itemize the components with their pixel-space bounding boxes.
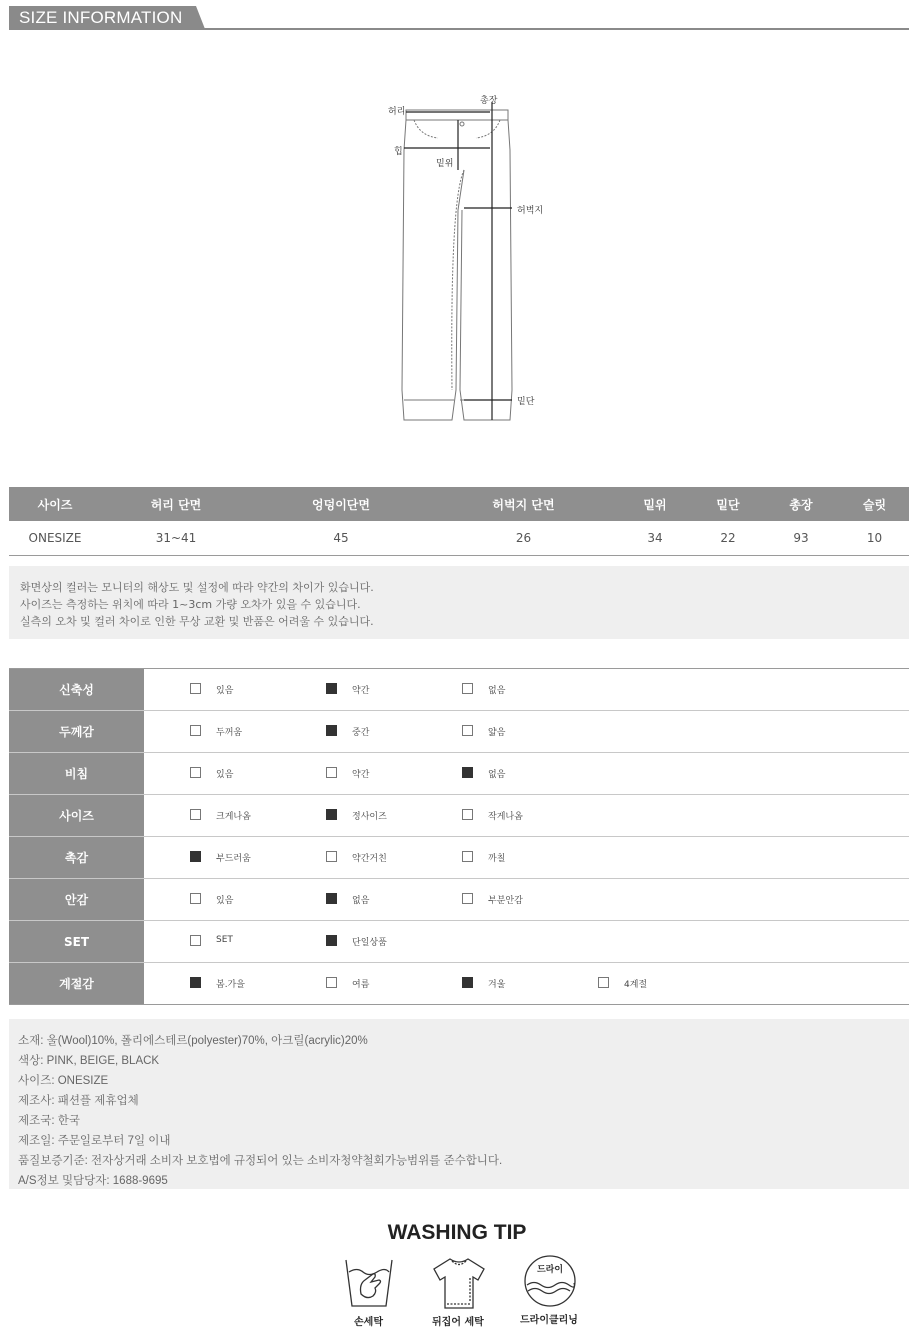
table-cell: 10 bbox=[840, 521, 909, 556]
table-cell: ONESIZE bbox=[9, 521, 101, 556]
washing-tip-title: WASHING TIP bbox=[387, 1221, 527, 1244]
checkbox-checked bbox=[326, 893, 337, 904]
checkbox bbox=[190, 809, 201, 820]
column-header: 밑단 bbox=[694, 487, 762, 521]
attribute-name: SET bbox=[9, 921, 144, 962]
wash-label: 드라이클리닝 bbox=[520, 1315, 578, 1326]
table-cell: 22 bbox=[694, 521, 762, 556]
option-label: 두꺼움 bbox=[216, 728, 243, 738]
table-cell: 93 bbox=[762, 521, 840, 556]
checkbox bbox=[462, 851, 473, 862]
checkbox bbox=[190, 935, 201, 946]
dry-badge: 드라이 bbox=[536, 1265, 564, 1275]
checkbox bbox=[190, 725, 201, 736]
attribute-name: 촉감 bbox=[9, 837, 144, 878]
attribute-name: 두께감 bbox=[9, 711, 144, 752]
checkbox-checked bbox=[326, 935, 337, 946]
section-header bbox=[9, 6, 909, 30]
length-label: 총장 bbox=[480, 96, 498, 106]
option-label: 약간 bbox=[352, 770, 370, 780]
notice-box bbox=[9, 566, 909, 639]
checkbox bbox=[190, 683, 201, 694]
spec-line: 소재: 울(Wool)10%, 폴리에스테르(polyester)70%, 아크릴(acrylic)20% bbox=[18, 1035, 368, 1047]
section-title: SIZE INFORMATION bbox=[19, 8, 183, 27]
option-label: 단일상품 bbox=[352, 938, 387, 948]
attribute-name: 사이즈 bbox=[9, 795, 144, 836]
column-header: 허벅지 단면 bbox=[431, 487, 616, 521]
attribute-table bbox=[9, 668, 909, 1005]
spec-line: 품질보증기준: 전자상거래 소비자 보호법에 규정되어 있는 소비자청약철회가능범위를 준수합니다. bbox=[18, 1155, 503, 1167]
table-cell: 26 bbox=[431, 521, 616, 556]
option-label: 작게나옴 bbox=[488, 812, 523, 822]
option-label: 있음 bbox=[216, 770, 234, 780]
option-label: 겨울 bbox=[488, 980, 506, 990]
column-header: 허리 단면 bbox=[101, 487, 251, 521]
attribute-row bbox=[9, 711, 909, 753]
inside-out-icon bbox=[432, 1256, 486, 1316]
wash-label: 손세탁 bbox=[354, 1317, 383, 1328]
attribute-name: 비침 bbox=[9, 753, 144, 794]
spec-line: 제조일: 주문일로부터 7일 이내 bbox=[18, 1135, 171, 1147]
waist-label: 허리 bbox=[388, 107, 406, 117]
checkbox bbox=[326, 767, 337, 778]
option-label: 여름 bbox=[352, 980, 370, 990]
attribute-name: 안감 bbox=[9, 879, 144, 920]
checkbox bbox=[462, 683, 473, 694]
attribute-row bbox=[9, 921, 909, 963]
column-header: 밑위 bbox=[616, 487, 694, 521]
spec-line: 색상: PINK, BEIGE, BLACK bbox=[18, 1055, 160, 1067]
attribute-row bbox=[9, 879, 909, 921]
notice-line: 화면상의 컬러는 모니터의 해상도 및 설정에 따라 약간의 차이가 있습니다. bbox=[20, 581, 374, 594]
attribute-row bbox=[9, 753, 909, 795]
option-label: 크게나옴 bbox=[216, 812, 251, 822]
option-label: 중간 bbox=[352, 728, 370, 738]
checkbox-checked bbox=[462, 977, 473, 988]
column-header: 사이즈 bbox=[9, 487, 101, 521]
product-spec-box bbox=[9, 1019, 909, 1189]
checkbox-checked bbox=[190, 851, 201, 862]
spec-line: A/S정보 및담당자: 1688-9695 bbox=[18, 1175, 168, 1187]
checkbox-checked bbox=[326, 725, 337, 736]
column-header: 엉덩이단면 bbox=[251, 487, 431, 521]
table-row bbox=[9, 521, 909, 556]
checkbox bbox=[326, 851, 337, 862]
option-label: 4계절 bbox=[624, 980, 648, 990]
option-label: 약간거친 bbox=[352, 854, 387, 864]
option-label: 없음 bbox=[488, 686, 506, 696]
column-header: 슬릿 bbox=[840, 487, 909, 521]
pants-diagram bbox=[380, 90, 550, 430]
option-label: SET bbox=[216, 935, 233, 945]
hem-label: 밑단 bbox=[517, 397, 535, 407]
option-label: 얇음 bbox=[488, 728, 506, 738]
option-label: 없음 bbox=[488, 770, 506, 780]
pants-illustration bbox=[380, 90, 550, 430]
header-divider bbox=[9, 28, 909, 30]
checkbox bbox=[190, 893, 201, 904]
checkbox bbox=[462, 725, 473, 736]
option-label: 부분안감 bbox=[488, 896, 523, 906]
spec-line: 제조국: 한국 bbox=[18, 1115, 80, 1127]
option-label: 정사이즈 bbox=[352, 812, 387, 822]
option-label: 약간 bbox=[352, 686, 370, 696]
spec-line: 사이즈: ONESIZE bbox=[18, 1075, 109, 1087]
checkbox-checked bbox=[462, 767, 473, 778]
column-header: 총장 bbox=[762, 487, 840, 521]
checkbox-checked bbox=[190, 977, 201, 988]
attribute-name: 계절감 bbox=[9, 963, 144, 1004]
checkbox-checked bbox=[326, 683, 337, 694]
checkbox-checked bbox=[326, 809, 337, 820]
checkbox bbox=[190, 767, 201, 778]
wash-label: 뒤집어 세탁 bbox=[432, 1317, 484, 1328]
thigh-label: 허벅지 bbox=[517, 206, 544, 216]
notice-line: 실측의 오차 및 컬러 차이로 인한 무상 교환 및 반품은 어려울 수 있습니다. bbox=[20, 615, 374, 628]
option-label: 없음 bbox=[352, 896, 370, 906]
checkbox bbox=[462, 809, 473, 820]
checkbox bbox=[326, 977, 337, 988]
attribute-row bbox=[9, 669, 909, 711]
hip-label: 힙 bbox=[394, 147, 403, 157]
rise-label: 밑위 bbox=[436, 159, 454, 169]
option-label: 부드러움 bbox=[216, 854, 251, 864]
checkbox bbox=[462, 893, 473, 904]
checkbox bbox=[598, 977, 609, 988]
dry-clean-icon bbox=[522, 1253, 578, 1313]
option-label: 까칠 bbox=[488, 854, 506, 864]
option-label: 있음 bbox=[216, 686, 234, 696]
table-cell: 34 bbox=[616, 521, 694, 556]
attribute-row bbox=[9, 963, 909, 1005]
notice-line: 사이즈는 측정하는 위치에 따라 1~3cm 가량 오차가 있을 수 있습니다. bbox=[20, 598, 361, 611]
hand-wash-icon bbox=[343, 1256, 395, 1316]
option-label: 봄.가을 bbox=[216, 980, 245, 990]
table-cell: 45 bbox=[251, 521, 431, 556]
size-table bbox=[9, 487, 909, 556]
attribute-row bbox=[9, 795, 909, 837]
attribute-row bbox=[9, 837, 909, 879]
table-cell: 31~41 bbox=[101, 521, 251, 556]
option-label: 있음 bbox=[216, 896, 234, 906]
attribute-name: 신축성 bbox=[9, 669, 144, 710]
spec-line: 제조사: 패션플 제휴업체 bbox=[18, 1095, 139, 1107]
size-table-header bbox=[9, 487, 909, 521]
